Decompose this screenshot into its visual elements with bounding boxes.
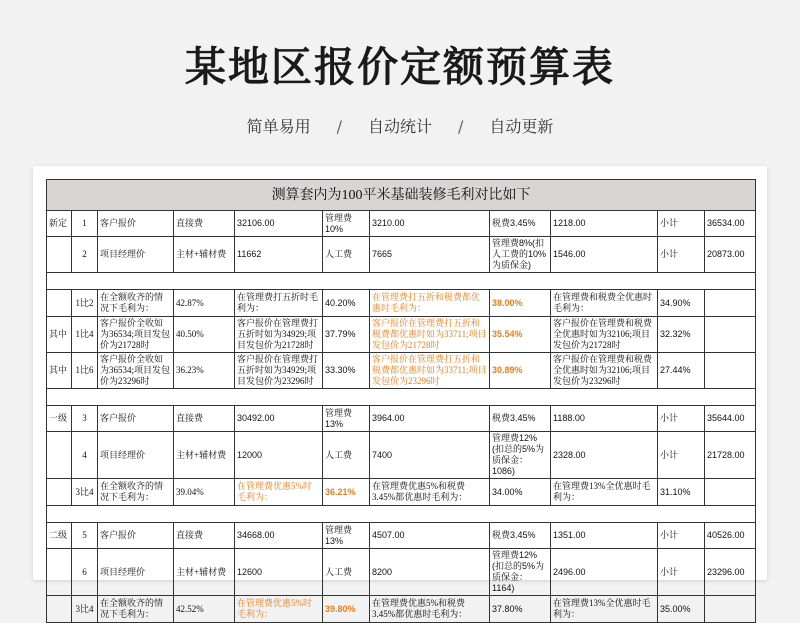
margin-desc: 客户报价在管理费和税费全优惠时如为32106;项目发包价为21728时	[551, 317, 658, 353]
fee-label: 人工费	[323, 549, 370, 596]
fee-label: 人工费	[323, 237, 370, 273]
blank-cell	[47, 506, 756, 523]
cost-value: 34668.00	[235, 523, 323, 549]
margin-desc: 在管理费优惠5%时毛利为：	[235, 596, 323, 623]
table-row	[47, 290, 756, 317]
margin-desc: 在管理费13%全优惠时毛利为：	[551, 479, 658, 506]
blank-row	[47, 389, 756, 406]
margin-value: 39.80%	[323, 596, 370, 623]
table-row	[47, 211, 756, 237]
tax-label: 税费3.45%	[490, 406, 551, 432]
grade-cell	[47, 290, 72, 317]
compare-label: 1比2	[72, 290, 98, 317]
margin-value: 37.80%	[490, 596, 551, 623]
cost-label: 主材+辅材费	[174, 549, 235, 596]
subtotal-value: 21728.00	[705, 432, 756, 479]
grade-cell	[47, 432, 72, 479]
margin-value: 32.32%	[658, 317, 705, 353]
subtotal-label: 小计	[658, 549, 705, 596]
subtotal-value: 35644.00	[705, 406, 756, 432]
margin-value: 31.10%	[658, 479, 705, 506]
margin-value: 42.52%	[174, 596, 235, 623]
table-header: 测算套内为100平米基础装修毛利对比如下	[47, 180, 756, 211]
margin-desc: 客户报价在管理费打五折时如为34929;项目发包价为21728时	[235, 317, 323, 353]
tax-value: 1218.00	[551, 211, 658, 237]
subtotal-label: 小计	[658, 406, 705, 432]
margin-desc: 在管理费打五折和税费都优惠时毛利为：	[370, 290, 490, 317]
empty-cell	[705, 317, 756, 353]
subtotal-label: 小计	[658, 237, 705, 273]
cost-value: 30492.00	[235, 406, 323, 432]
grade-cell: 新定	[47, 211, 72, 237]
fee-label: 管理费13%	[323, 523, 370, 549]
feature-easy: 简单易用	[246, 117, 311, 136]
fee-label: 管理费13%	[323, 406, 370, 432]
margin-value: 34.00%	[490, 479, 551, 506]
margin-value: 38.00%	[490, 290, 551, 317]
empty-cell	[705, 290, 756, 317]
margin-value: 36.23%	[174, 353, 235, 389]
margin-desc: 客户报价在管理费打五折和税费都优惠时如为33711;项目发包价为23296时	[370, 353, 490, 389]
margin-desc: 在管理费和税费全优惠时毛利为：	[551, 290, 658, 317]
tax-value: 2328.00	[551, 432, 658, 479]
fee-value: 3964.00	[370, 406, 490, 432]
row-no: 4	[72, 432, 98, 479]
table-row	[47, 317, 756, 353]
spreadsheet-preview	[33, 166, 767, 619]
margin-desc: 客户报价在管理费打五折和税费都优惠时如为33711;项目发包价为21728时	[370, 317, 490, 353]
blank-row	[47, 273, 756, 290]
cost-value: 32106.00	[235, 211, 323, 237]
table-row	[47, 523, 756, 549]
compare-label: 1比6	[72, 353, 98, 389]
item-label: 客户报价	[98, 211, 174, 237]
row-no: 5	[72, 523, 98, 549]
grade-cell	[47, 549, 72, 596]
cost-label: 直接费	[174, 211, 235, 237]
margin-value: 39.04%	[174, 479, 235, 506]
table-row	[47, 432, 756, 479]
feature-auto-stats: 自动统计	[367, 117, 432, 136]
separator: /	[336, 117, 342, 136]
margin-desc: 在全额收齐的情况下毛利为：	[98, 290, 174, 317]
grade-cell: 二级	[47, 523, 72, 549]
empty-cell	[705, 596, 756, 623]
row-no: 3	[72, 406, 98, 432]
margin-value: 33.30%	[323, 353, 370, 389]
compare-label: 1比4	[72, 317, 98, 353]
blank-cell	[47, 389, 756, 406]
table-row	[47, 237, 756, 273]
margin-desc: 在管理费打五折时毛利为：	[235, 290, 323, 317]
subtotal-value: 20873.00	[705, 237, 756, 273]
cost-value: 12000	[235, 432, 323, 479]
blank-cell	[47, 273, 756, 290]
item-label: 项目经理价	[98, 237, 174, 273]
margin-desc: 客户报价全收如为36534;项目发包价为23296时	[98, 353, 174, 389]
margin-desc: 客户报价在管理费和税费全优惠时如为32106;项目发包价为23296时	[551, 353, 658, 389]
subtotal-value: 23296.00	[705, 549, 756, 596]
grade-cell	[47, 479, 72, 506]
fee-value: 4507.00	[370, 523, 490, 549]
tax-value: 1188.00	[551, 406, 658, 432]
row-no: 2	[72, 237, 98, 273]
margin-value: 30.89%	[490, 353, 551, 389]
item-label: 项目经理价	[98, 549, 174, 596]
margin-value: 37.79%	[323, 317, 370, 353]
margin-value: 27.44%	[658, 353, 705, 389]
subtotal-label: 小计	[658, 432, 705, 479]
cost-value: 12600	[235, 549, 323, 596]
item-label: 项目经理价	[98, 432, 174, 479]
empty-cell	[705, 353, 756, 389]
tax-value: 1546.00	[551, 237, 658, 273]
margin-desc: 在管理费13%全优惠时毛利为：	[551, 596, 658, 623]
margin-value: 35.00%	[658, 596, 705, 623]
grade-cell: 其中	[47, 353, 72, 389]
margin-desc: 在全额收齐的情况下毛利为：	[98, 596, 174, 623]
grade-cell: 其中	[47, 317, 72, 353]
grade-cell	[47, 596, 72, 623]
table-row	[47, 353, 756, 389]
table-row	[47, 549, 756, 596]
margin-desc: 客户报价在管理费打五折时如为34929;项目发包价为23296时	[235, 353, 323, 389]
subtotal-value: 36534.00	[705, 211, 756, 237]
margin-desc: 在管理费优惠5%时毛利为：	[235, 479, 323, 506]
fee-value: 7665	[370, 237, 490, 273]
grade-cell: 一级	[47, 406, 72, 432]
fee-label: 管理费10%	[323, 211, 370, 237]
feature-auto-update: 自动更新	[489, 117, 554, 136]
cost-label: 主材+辅材费	[174, 237, 235, 273]
margin-desc: 在管理费优惠5%和税费3.45%都优惠时毛利为：	[370, 479, 490, 506]
row-no: 6	[72, 549, 98, 596]
tax-label: 管理费12%(扣总的5%为质保金：1164)	[490, 549, 551, 596]
blank-row	[47, 506, 756, 523]
compare-label: 3比4	[72, 479, 98, 506]
margin-value: 35.54%	[490, 317, 551, 353]
margin-desc: 在管理费优惠5%和税费3.45%都优惠时毛利为：	[370, 596, 490, 623]
grade-cell	[47, 237, 72, 273]
tax-label: 税费3.45%	[490, 523, 551, 549]
subtotal-label: 小计	[658, 211, 705, 237]
tax-label: 管理费12%(扣总的5%为质保金：1086)	[490, 432, 551, 479]
row-no: 1	[72, 211, 98, 237]
cost-label: 直接费	[174, 523, 235, 549]
tax-label: 管理费8%(扣人工费的10%为质保金)	[490, 237, 551, 273]
subtotal-label: 小计	[658, 523, 705, 549]
budget-table	[46, 179, 756, 623]
separator: /	[458, 117, 464, 136]
fee-value: 3210.00	[370, 211, 490, 237]
cost-value: 11662	[235, 237, 323, 273]
table-row	[47, 406, 756, 432]
margin-value: 36.21%	[323, 479, 370, 506]
fee-value: 7400	[370, 432, 490, 479]
margin-desc: 在全额收齐的情况下毛利为：	[98, 479, 174, 506]
item-label: 客户报价	[98, 523, 174, 549]
tax-value: 1351.00	[551, 523, 658, 549]
compare-label: 3比4	[72, 596, 98, 623]
tax-value: 2496.00	[551, 549, 658, 596]
table-row	[47, 596, 756, 623]
empty-cell	[705, 479, 756, 506]
page-title: 某地区报价定额预算表	[185, 43, 615, 91]
tax-label: 税费3.45%	[490, 211, 551, 237]
margin-value: 34.90%	[658, 290, 705, 317]
item-label: 客户报价	[98, 406, 174, 432]
feature-tagline	[0, 114, 800, 137]
margin-desc: 客户报价全收如为36534;项目发包价为21728时	[98, 317, 174, 353]
margin-value: 40.20%	[323, 290, 370, 317]
fee-value: 8200	[370, 549, 490, 596]
table-header-row	[47, 180, 756, 211]
margin-value: 42.87%	[174, 290, 235, 317]
subtotal-value: 40526.00	[705, 523, 756, 549]
cost-label: 主材+辅材费	[174, 432, 235, 479]
margin-value: 40.50%	[174, 317, 235, 353]
cost-label: 直接费	[174, 406, 235, 432]
fee-label: 人工费	[323, 432, 370, 479]
table-row	[47, 479, 756, 506]
